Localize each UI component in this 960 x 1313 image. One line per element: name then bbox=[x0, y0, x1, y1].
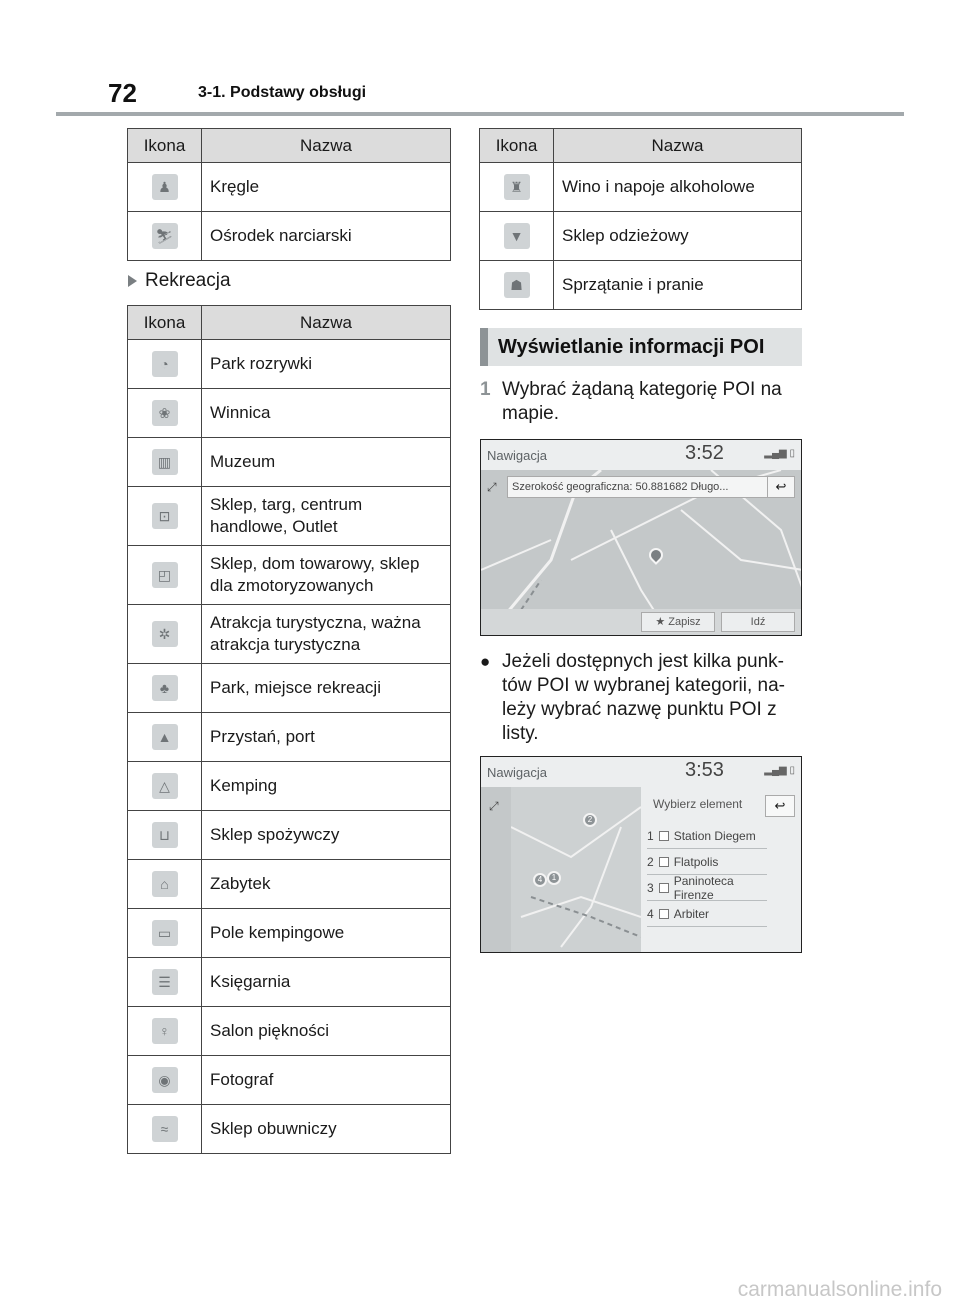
poi-name: Muzeum bbox=[202, 438, 451, 487]
triangle-bullet-icon bbox=[128, 275, 137, 287]
save-button[interactable]: ★ Zapisz bbox=[641, 612, 715, 632]
marker-1-icon[interactable]: 1 bbox=[547, 871, 561, 885]
screen-topbar bbox=[481, 440, 801, 470]
poi-name: Kręgle bbox=[202, 163, 451, 212]
poi-name: Sklep obuwniczy bbox=[202, 1105, 451, 1154]
poi-name: Sklep spożywczy bbox=[202, 811, 451, 860]
attraction-icon: ✲ bbox=[152, 621, 178, 647]
poi-category-icon bbox=[659, 831, 669, 841]
list-item-label: Arbiter bbox=[673, 906, 710, 921]
shopping-bag-icon: ◰ bbox=[152, 562, 178, 588]
list-item-label: Flatpolis bbox=[673, 854, 719, 869]
table-row bbox=[128, 1105, 451, 1154]
poi-name: Wino i napoje alkoholowe bbox=[554, 163, 802, 212]
list-item[interactable] bbox=[647, 823, 767, 849]
watermark: carmanualsonline.info bbox=[737, 1278, 942, 1301]
list-item[interactable] bbox=[647, 901, 767, 927]
expand-icon[interactable]: ⤢ bbox=[489, 799, 499, 813]
shopping-cart-icon: ⊡ bbox=[152, 503, 178, 529]
table-row bbox=[128, 811, 451, 860]
poi-name: Sklep, targ, centrum handlowe, Outlet bbox=[202, 487, 451, 546]
col-header-icon: Ikona bbox=[480, 129, 554, 163]
bullet-text: Jeżeli dostępnych jest kilka punk-tów POI w wybranej kategorii, na-leży wybrać nazwę punktu POI z listy. bbox=[502, 651, 786, 744]
table-row bbox=[480, 261, 802, 310]
table-shopping bbox=[479, 128, 802, 310]
poi-name: Park, miejsce rekreacji bbox=[202, 664, 451, 713]
table-row bbox=[128, 909, 451, 958]
signal-icon: ▂▄▆ ▯ bbox=[764, 448, 795, 459]
table-row bbox=[480, 212, 802, 261]
table-row bbox=[128, 713, 451, 762]
poi-name: Winnica bbox=[202, 389, 451, 438]
beauty-salon-icon: ♀ bbox=[152, 1018, 178, 1044]
table-row bbox=[128, 340, 451, 389]
step-text: Wybrać żądaną kategorię POI na mapie. bbox=[502, 379, 782, 424]
poi-name: Sklep odzieżowy bbox=[554, 212, 802, 261]
poi-name: Park rozrywki bbox=[202, 340, 451, 389]
list-item-label: Station Diegem bbox=[673, 828, 756, 843]
poi-name: Sprzątanie i pranie bbox=[554, 261, 802, 310]
bowling-icon: ♟ bbox=[152, 174, 178, 200]
amusement-park-icon: ◔ bbox=[152, 351, 178, 377]
campground-icon: ▭ bbox=[152, 920, 178, 946]
col-header-icon: Ikona bbox=[128, 129, 202, 163]
list-item-number: 1 bbox=[647, 828, 654, 843]
header-rule bbox=[56, 112, 904, 116]
map-view[interactable] bbox=[481, 787, 801, 952]
mini-map-roads bbox=[511, 787, 641, 953]
table-row bbox=[128, 664, 451, 713]
poi-name: Przystań, port bbox=[202, 713, 451, 762]
signal-icon: ▂▄▆ ▯ bbox=[764, 765, 795, 776]
landmark-icon: ⌂ bbox=[152, 871, 178, 897]
col-header-name: Nazwa bbox=[554, 129, 802, 163]
coordinate-display: Szerokość geograficzna: 50.881682 Długo... bbox=[507, 476, 769, 498]
list-item[interactable] bbox=[647, 875, 767, 901]
museum-icon: ▥ bbox=[152, 449, 178, 475]
table-row bbox=[128, 1056, 451, 1105]
table-sport bbox=[127, 128, 451, 261]
poi-name: Sklep, dom towarowy, sklep dla zmotoryzowanych bbox=[202, 546, 451, 605]
list-item-label: Paninoteca Firenze bbox=[673, 873, 734, 902]
park-icon: ♣ bbox=[152, 675, 178, 701]
col-header-name: Nazwa bbox=[202, 306, 451, 340]
step-1 bbox=[480, 378, 810, 426]
poi-list-panel bbox=[641, 787, 801, 952]
poi-name: Salon piękności bbox=[202, 1007, 451, 1056]
screen-clock: 3:53 bbox=[685, 759, 724, 781]
col-header-name: Nazwa bbox=[202, 129, 451, 163]
page-number: 72 bbox=[108, 78, 137, 108]
recreation-heading bbox=[128, 270, 231, 292]
table-row bbox=[480, 163, 802, 212]
screen-title: Nawigacja bbox=[487, 447, 547, 463]
poi-name: Kemping bbox=[202, 762, 451, 811]
poi-section-heading: Wyświetlanie informacji POI bbox=[480, 328, 802, 366]
winery-icon: ❀ bbox=[152, 400, 178, 426]
table-row bbox=[128, 546, 451, 605]
recreation-heading-text: Rekreacja bbox=[145, 270, 231, 291]
table-row bbox=[128, 487, 451, 546]
bookstore-icon: ☰ bbox=[152, 969, 178, 995]
table-row bbox=[128, 389, 451, 438]
poi-category-icon bbox=[659, 857, 669, 867]
poi-name: Księgarnia bbox=[202, 958, 451, 1007]
table-recreation bbox=[127, 305, 451, 1154]
table-row bbox=[128, 438, 451, 487]
poi-name: Pole kempingowe bbox=[202, 909, 451, 958]
table-row bbox=[128, 163, 451, 212]
navigation-screen-list bbox=[480, 756, 802, 953]
table-row bbox=[128, 762, 451, 811]
shoe-store-icon: ≈ bbox=[152, 1116, 178, 1142]
grocery-icon: ⊔ bbox=[152, 822, 178, 848]
list-item-number: 4 bbox=[647, 906, 654, 921]
back-button[interactable]: ↩ bbox=[767, 476, 795, 498]
poi-category-icon bbox=[659, 909, 669, 919]
poi-name: Atrakcja turystyczna, ważna atrakcja turystyczna bbox=[202, 605, 451, 664]
back-button[interactable]: ↩ bbox=[765, 795, 795, 817]
marker-2-icon[interactable]: 2 bbox=[583, 813, 597, 827]
map-bottom-bar bbox=[481, 609, 801, 635]
col-header-icon: Ikona bbox=[128, 306, 202, 340]
marker-4-icon[interactable]: 4 bbox=[533, 873, 547, 887]
table-row bbox=[128, 860, 451, 909]
camping-icon: △ bbox=[152, 773, 178, 799]
poi-category-icon bbox=[659, 883, 669, 893]
list-item[interactable] bbox=[647, 849, 767, 875]
table-row bbox=[128, 212, 451, 261]
list-title: Wybierz element bbox=[653, 797, 743, 811]
screen-title: Nawigacja bbox=[487, 764, 547, 780]
table-row bbox=[128, 1007, 451, 1056]
list-item-number: 2 bbox=[647, 854, 654, 869]
screen-clock: 3:52 bbox=[685, 442, 724, 464]
table-row bbox=[128, 958, 451, 1007]
screen-topbar bbox=[481, 757, 801, 787]
laundry-icon: ☗ bbox=[504, 272, 530, 298]
mini-map[interactable] bbox=[511, 787, 641, 952]
wine-bottle-icon: ♜ bbox=[504, 174, 530, 200]
list-item-number: 3 bbox=[647, 880, 654, 895]
poi-name: Zabytek bbox=[202, 860, 451, 909]
camera-icon: ◉ bbox=[152, 1067, 178, 1093]
expand-icon[interactable]: ⤢ bbox=[487, 480, 497, 494]
ski-resort-icon: ⛷ bbox=[152, 223, 178, 249]
marina-icon: ▲ bbox=[152, 724, 178, 750]
table-row bbox=[128, 605, 451, 664]
bullet-note bbox=[480, 650, 810, 746]
poi-name: Fotograf bbox=[202, 1056, 451, 1105]
step-number: 1 bbox=[480, 379, 491, 400]
section-title: 3-1. Podstawy obsługi bbox=[198, 84, 367, 101]
map-view[interactable] bbox=[481, 470, 801, 635]
navigation-screen-map bbox=[480, 439, 802, 636]
poi-list bbox=[647, 823, 767, 927]
poi-name: Ośrodek narciarski bbox=[202, 212, 451, 261]
shirt-icon: ▼ bbox=[504, 223, 530, 249]
bullet-dot-icon: ● bbox=[480, 652, 491, 671]
go-button[interactable]: Idź bbox=[721, 612, 795, 632]
